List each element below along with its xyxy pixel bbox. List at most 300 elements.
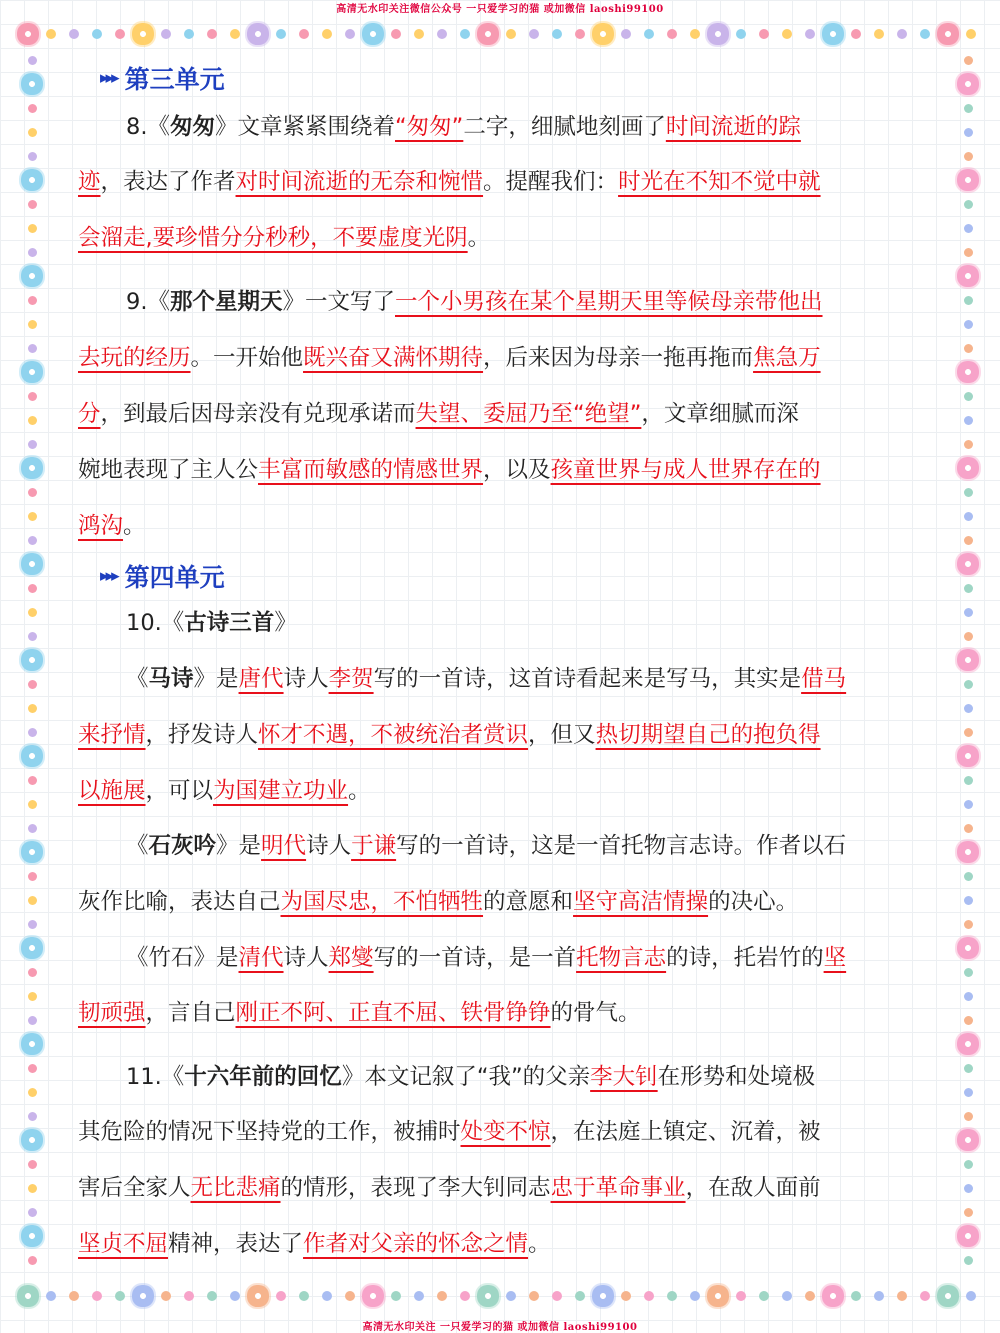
flower-dot-icon — [477, 1285, 499, 1307]
dot-icon — [28, 776, 37, 785]
dot-icon — [414, 1291, 424, 1301]
highlighted-keyphrase: 无比悲痛 — [190, 1175, 281, 1201]
flower-dot-icon — [937, 1285, 959, 1307]
dot-icon — [782, 1291, 792, 1301]
flower-dot-icon — [957, 265, 979, 287]
flower-dot-icon — [21, 1225, 43, 1247]
text-line — [78, 715, 924, 755]
dot-icon — [28, 1064, 37, 1073]
dot-icon — [964, 728, 973, 737]
triple-arrow-icon: ▸▸▸ — [100, 68, 117, 88]
dot-icon — [437, 1291, 447, 1301]
flower-dot-icon — [21, 1033, 43, 1055]
watermark-banner-bottom: 高清无水印关注 一只爱学习的猫 或加微信 laoshi99100 — [362, 1322, 638, 1333]
dot-icon — [964, 1184, 973, 1193]
text-segment: 。提醒我们： — [483, 169, 619, 195]
text-segment: ，后来因为母亲一拖再拖而 — [483, 345, 754, 371]
dot-icon — [230, 29, 240, 39]
text-line — [78, 1168, 924, 1208]
dot-icon — [460, 29, 470, 39]
text-segment: 诗人 — [283, 945, 329, 971]
text-title: 那个星期天 — [169, 289, 283, 315]
text-segment: 》是 — [193, 666, 239, 692]
highlighted-keyphrase: 鸿沟 — [78, 513, 124, 539]
highlighted-keyphrase: 李贺 — [328, 666, 374, 692]
dot-icon — [964, 56, 973, 65]
text-line — [78, 1112, 924, 1152]
flower-dot-icon — [477, 23, 499, 45]
highlighted-keyphrase: 来抒情 — [78, 722, 146, 748]
dot-icon — [667, 1291, 677, 1301]
text-line — [78, 1057, 924, 1097]
dot-icon — [964, 680, 973, 689]
flower-dot-icon — [957, 553, 979, 575]
dot-icon — [115, 1291, 125, 1301]
dot-icon — [414, 29, 424, 39]
text-line — [78, 826, 924, 866]
flower-dot-icon — [957, 169, 979, 191]
text-segment: 诗人 — [306, 833, 352, 859]
text-segment: ，到最后因母亲没有兑现承诺而 — [100, 401, 416, 427]
highlighted-keyphrase: 于谦 — [351, 833, 397, 859]
dot-icon — [28, 920, 37, 929]
text-segment: 写的一首诗，是一首 — [373, 945, 577, 971]
text-line — [78, 282, 924, 322]
dot-icon — [920, 1291, 930, 1301]
dot-icon — [964, 872, 973, 881]
dot-icon — [28, 896, 37, 905]
highlighted-keyphrase: 迹 — [78, 169, 101, 195]
dot-icon — [28, 680, 37, 689]
text-segment: 《 — [126, 833, 149, 859]
dot-icon — [184, 1291, 194, 1301]
dot-icon — [28, 56, 37, 65]
dot-icon — [575, 1291, 585, 1301]
flower-dot-icon — [17, 23, 39, 45]
text-segment: 的决心。 — [708, 889, 799, 915]
text-line — [78, 1224, 924, 1264]
flower-dot-icon — [592, 23, 614, 45]
text-segment: 9.《 — [126, 289, 170, 315]
text-segment: 。 — [123, 513, 146, 539]
text-line — [78, 107, 924, 147]
text-segment: 的情形，表现了李大钊同志 — [280, 1175, 551, 1201]
text-title: 石灰吟 — [148, 833, 217, 859]
text-segment: ，但又 — [528, 722, 596, 748]
dot-icon — [964, 992, 973, 1001]
dot-icon — [964, 1064, 973, 1073]
dot-icon — [46, 1291, 56, 1301]
text-title: 匆匆 — [169, 114, 215, 140]
text-segment: 二字，细腻地刻画了 — [463, 114, 666, 140]
text-segment: 的意愿和 — [483, 889, 574, 915]
dot-icon — [529, 1291, 539, 1301]
highlighted-keyphrase: 刚正不阿、正直不屈、铁骨铮铮 — [235, 1000, 551, 1026]
text-segment: 的诗，托岩竹的 — [666, 945, 824, 971]
text-segment: 精神，表达了 — [168, 1231, 304, 1257]
dot-icon — [506, 1291, 516, 1301]
highlighted-keyphrase: “匆匆” — [395, 114, 464, 140]
dot-icon — [805, 29, 815, 39]
dot-icon — [161, 1291, 171, 1301]
dot-icon — [207, 29, 217, 39]
dot-icon — [28, 992, 37, 1001]
flower-dot-icon — [21, 457, 43, 479]
highlighted-keyphrase: 分 — [78, 401, 101, 427]
dot-icon — [276, 29, 286, 39]
text-segment: 。 — [528, 1231, 551, 1257]
dot-icon — [964, 440, 973, 449]
text-segment: 11.《 — [126, 1064, 185, 1090]
dot-icon — [964, 104, 973, 113]
text-segment: 。 — [467, 225, 491, 251]
text-segment: 其危险的情况下坚持党的工作，被捕时 — [78, 1119, 461, 1145]
text-segment: 写的一首诗，这首诗看起来是写马，其实是 — [373, 666, 802, 692]
dot-icon — [28, 1256, 37, 1265]
dot-icon — [964, 152, 973, 161]
section-heading-unit4 — [100, 556, 225, 596]
dot-icon — [964, 248, 973, 257]
dot-icon — [736, 29, 746, 39]
dot-icon — [964, 536, 973, 545]
dot-icon — [92, 29, 102, 39]
dot-icon — [437, 29, 447, 39]
text-segment: 婉地表现了主人公 — [78, 457, 259, 483]
dot-icon — [964, 1112, 973, 1121]
dot-icon — [28, 1088, 37, 1097]
dot-icon — [667, 29, 677, 39]
text-line — [78, 659, 924, 699]
flower-dot-icon — [707, 1285, 729, 1307]
dot-icon — [28, 296, 37, 305]
dot-icon — [46, 29, 56, 39]
dot-icon — [28, 416, 37, 425]
highlighted-keyphrase: 韧顽强 — [78, 1000, 146, 1026]
dot-icon — [805, 1291, 815, 1301]
dot-icon — [759, 29, 769, 39]
dot-icon — [644, 1291, 654, 1301]
text-segment: 。一开始他 — [190, 345, 304, 371]
dot-icon — [28, 632, 37, 641]
flower-dot-icon — [132, 23, 154, 45]
text-line — [78, 993, 924, 1033]
dot-icon — [964, 1160, 973, 1169]
dot-icon — [552, 1291, 562, 1301]
text-title: 古诗三首 — [184, 610, 275, 636]
text-segment: 》 — [274, 610, 297, 636]
dot-icon — [299, 1291, 309, 1301]
dot-icon — [115, 29, 125, 39]
highlighted-keyphrase: 作者对父亲的怀念之情 — [303, 1231, 529, 1257]
dot-icon — [28, 728, 37, 737]
dot-icon — [28, 824, 37, 833]
highlighted-keyphrase: 清代 — [238, 945, 284, 971]
highlighted-keyphrase: 时光在不知不觉中就 — [618, 169, 821, 195]
triple-arrow-icon: ▸▸▸ — [100, 566, 117, 586]
highlighted-keyphrase: 孩童世界与成人世界存在的 — [550, 457, 821, 483]
dot-icon — [207, 1291, 217, 1301]
dot-icon — [230, 1291, 240, 1301]
text-segment: ，可以 — [145, 778, 214, 804]
flower-dot-icon — [17, 1285, 39, 1307]
dot-icon — [322, 29, 332, 39]
section-heading-label: 第三单元 — [124, 65, 225, 94]
dot-icon — [28, 248, 37, 257]
highlighted-keyphrase: 去玩的经历 — [78, 345, 191, 371]
dot-icon — [920, 29, 930, 39]
dot-icon — [28, 608, 37, 617]
dot-icon — [964, 392, 973, 401]
text-segment: 写的一首诗，这是一首托物言志诗。作者以石 — [396, 833, 847, 859]
highlighted-keyphrase: 为国尽忠，不怕牺牲 — [280, 889, 484, 915]
dot-icon — [966, 29, 976, 39]
dot-icon — [874, 1291, 884, 1301]
text-segment: 诗人 — [283, 666, 329, 692]
dot-icon — [28, 152, 37, 161]
dot-icon — [964, 968, 973, 977]
flower-dot-icon — [822, 23, 844, 45]
highlighted-keyphrase: 热切期望自己的抱负得 — [595, 722, 821, 748]
dot-icon — [964, 896, 973, 905]
dot-icon — [736, 1291, 746, 1301]
text-segment: 。 — [348, 778, 371, 804]
dot-icon — [690, 29, 700, 39]
highlighted-keyphrase: 李大钊 — [590, 1064, 658, 1090]
text-line — [78, 162, 924, 202]
dot-icon — [644, 29, 654, 39]
text-segment: ，表达了作者 — [100, 169, 236, 195]
flower-dot-icon — [21, 841, 43, 863]
flower-dot-icon — [937, 23, 959, 45]
dot-icon — [28, 104, 37, 113]
dot-icon — [69, 1291, 79, 1301]
highlighted-keyphrase: 既兴奋又满怀期待 — [303, 345, 484, 371]
dot-icon — [28, 128, 37, 137]
dot-icon — [964, 608, 973, 617]
highlighted-keyphrase: 唐代 — [238, 666, 284, 692]
text-segment: 灰作比喻，表达自己 — [78, 889, 281, 915]
text-line — [78, 771, 924, 811]
dot-icon — [964, 224, 973, 233]
dot-icon — [28, 1208, 37, 1217]
text-line — [78, 394, 924, 434]
dot-icon — [28, 704, 37, 713]
section-heading-unit3 — [100, 58, 225, 98]
highlighted-keyphrase: 时间流逝的踪 — [665, 114, 801, 140]
highlighted-keyphrase: 处变不惊 — [460, 1119, 551, 1145]
dot-icon — [552, 29, 562, 39]
dot-icon — [964, 344, 973, 353]
text-line — [78, 338, 924, 378]
text-line — [78, 882, 924, 922]
dot-icon — [28, 320, 37, 329]
flower-dot-icon — [247, 23, 269, 45]
text-segment: 》一文写了 — [282, 289, 395, 315]
text-segment: 》文章紧紧围绕着 — [214, 114, 395, 140]
highlighted-keyphrase: 托物言志 — [576, 945, 667, 971]
text-segment: 在形势和处境极 — [657, 1064, 816, 1090]
flower-dot-icon — [21, 169, 43, 191]
dot-icon — [322, 1291, 332, 1301]
dot-icon — [964, 776, 973, 785]
flower-dot-icon — [21, 73, 43, 95]
highlighted-keyphrase: 忠于革命事业 — [550, 1175, 686, 1201]
highlighted-keyphrase: 坚贞不屈 — [78, 1231, 169, 1257]
dot-icon — [345, 29, 355, 39]
dot-icon — [964, 488, 973, 497]
highlighted-keyphrase: 丰富而敏感的情感世界 — [258, 457, 484, 483]
highlighted-keyphrase: 郑燮 — [328, 945, 374, 971]
dot-icon — [621, 29, 631, 39]
dot-icon — [964, 128, 973, 137]
text-segment: 》是 — [216, 833, 262, 859]
dot-icon — [759, 1291, 769, 1301]
text-segment: ，在敌人面前 — [685, 1175, 821, 1201]
text-segment: 》本文记叙了“我”的父亲 — [341, 1064, 591, 1090]
highlighted-keyphrase: 明代 — [261, 833, 307, 859]
highlighted-keyphrase: 一个小男孩在某个星期天里等候母亲带他出 — [395, 289, 823, 315]
flower-dot-icon — [247, 1285, 269, 1307]
flower-dot-icon — [362, 1285, 384, 1307]
text-line — [78, 603, 924, 643]
highlighted-keyphrase: 失望、委屈乃至“绝望” — [415, 401, 642, 427]
text-title: 十六年前的回忆 — [184, 1064, 342, 1090]
highlighted-keyphrase: 坚守高洁情操 — [573, 889, 709, 915]
text-line — [78, 218, 924, 258]
flower-dot-icon — [957, 361, 979, 383]
dot-icon — [28, 1016, 37, 1025]
text-segment: 10.《 — [126, 610, 185, 636]
dot-icon — [92, 1291, 102, 1301]
highlighted-keyphrase: 会溜走,要珍惜分分秒秒，不要虚度光阴 — [78, 225, 468, 251]
dot-icon — [299, 29, 309, 39]
flower-dot-icon — [21, 553, 43, 575]
flower-dot-icon — [592, 1285, 614, 1307]
dot-icon — [964, 1256, 973, 1265]
dot-icon — [964, 632, 973, 641]
dot-icon — [391, 1291, 401, 1301]
section-heading-label: 第四单元 — [124, 563, 225, 592]
dot-icon — [964, 704, 973, 713]
flower-dot-icon — [957, 1033, 979, 1055]
dot-icon — [28, 512, 37, 521]
text-line — [78, 938, 924, 978]
dot-icon — [897, 29, 907, 39]
flower-dot-icon — [957, 1129, 979, 1151]
flower-dot-icon — [707, 23, 729, 45]
dot-icon — [690, 1291, 700, 1301]
dot-icon — [345, 1291, 355, 1301]
text-segment: ，在法庭上镇定、沉着，被 — [550, 1119, 821, 1145]
dot-icon — [874, 29, 884, 39]
dot-icon — [28, 584, 37, 593]
flower-dot-icon — [21, 649, 43, 671]
flower-dot-icon — [132, 1285, 154, 1307]
dot-icon — [28, 344, 37, 353]
dot-icon — [964, 800, 973, 809]
dot-icon — [621, 1291, 631, 1301]
text-segment: 《 — [126, 666, 149, 692]
dot-icon — [964, 1088, 973, 1097]
dot-icon — [529, 29, 539, 39]
watermark-banner-top: 高清无水印关注微信公众号 一只爱学习的猫 或加微信 laoshi99100 — [336, 4, 664, 15]
highlighted-keyphrase: 焦急万 — [753, 345, 821, 371]
text-segment: ，言自己 — [145, 1000, 236, 1026]
dot-icon — [28, 488, 37, 497]
flower-dot-icon — [957, 649, 979, 671]
highlighted-keyphrase: 借马 — [801, 666, 847, 692]
dot-icon — [851, 29, 861, 39]
dot-icon — [964, 200, 973, 209]
dot-icon — [28, 440, 37, 449]
dot-icon — [964, 1208, 973, 1217]
highlighted-keyphrase: 坚 — [823, 945, 847, 971]
flower-dot-icon — [957, 937, 979, 959]
dot-icon — [964, 296, 973, 305]
text-title: 马诗 — [148, 666, 194, 692]
dot-icon — [964, 824, 973, 833]
flower-dot-icon — [822, 1285, 844, 1307]
dot-icon — [964, 920, 973, 929]
flower-dot-icon — [21, 937, 43, 959]
dot-icon — [460, 1291, 470, 1301]
highlighted-keyphrase: 怀才不遇，不被统治者赏识 — [258, 722, 529, 748]
dot-icon — [28, 800, 37, 809]
dot-icon — [28, 968, 37, 977]
highlighted-keyphrase: 对时间流逝的无奈和惋惜 — [235, 169, 484, 195]
dot-icon — [964, 416, 973, 425]
flower-dot-icon — [21, 1129, 43, 1151]
dot-icon — [28, 872, 37, 881]
dot-icon — [28, 392, 37, 401]
dot-icon — [161, 29, 171, 39]
highlighted-keyphrase: 以施展 — [78, 778, 146, 804]
dot-icon — [964, 1016, 973, 1025]
dot-icon — [28, 1112, 37, 1121]
flower-dot-icon — [21, 265, 43, 287]
dot-icon — [966, 1291, 976, 1301]
dot-icon — [964, 584, 973, 593]
flower-dot-icon — [957, 1225, 979, 1247]
flower-dot-icon — [21, 745, 43, 767]
text-segment: 害后全家人 — [78, 1175, 191, 1201]
text-line — [78, 450, 924, 490]
dot-icon — [391, 29, 401, 39]
text-line — [78, 506, 924, 546]
dot-icon — [184, 29, 194, 39]
dot-icon — [28, 224, 37, 233]
highlighted-keyphrase: 为国建立功业 — [213, 778, 349, 804]
dot-icon — [851, 1291, 861, 1301]
dot-icon — [276, 1291, 286, 1301]
text-segment: 8.《 — [126, 114, 170, 140]
dot-icon — [506, 29, 516, 39]
flower-dot-icon — [957, 745, 979, 767]
text-segment: 《竹石》是 — [126, 945, 239, 971]
text-segment: ，以及 — [483, 457, 551, 483]
dot-icon — [964, 320, 973, 329]
flower-dot-icon — [21, 361, 43, 383]
text-segment: 的骨气。 — [550, 1000, 641, 1026]
text-segment: ，抒发诗人 — [145, 722, 259, 748]
dot-icon — [28, 200, 37, 209]
flower-dot-icon — [957, 841, 979, 863]
flower-dot-icon — [362, 23, 384, 45]
dot-icon — [782, 29, 792, 39]
flower-dot-icon — [957, 457, 979, 479]
dot-icon — [69, 29, 79, 39]
text-segment: ，文章细腻而深 — [641, 401, 799, 427]
